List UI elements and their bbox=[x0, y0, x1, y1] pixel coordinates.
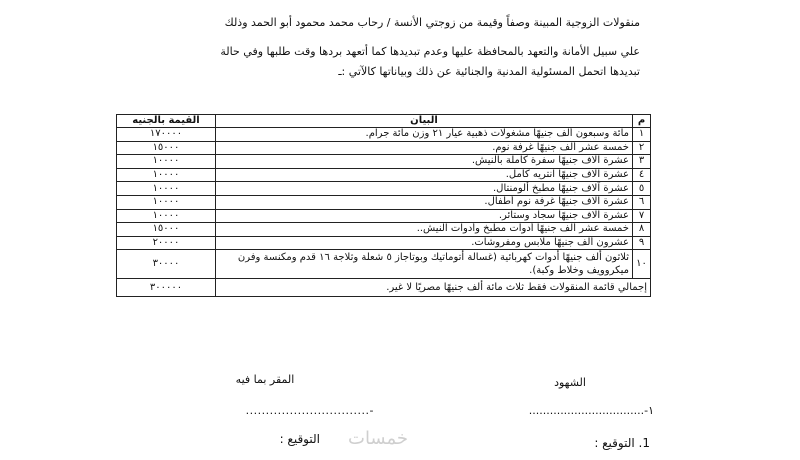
table-row bbox=[117, 250, 651, 279]
declarant-signature-line: -............................... bbox=[245, 404, 374, 417]
row-value: ٣٠٠٠٠ bbox=[117, 250, 216, 279]
table-row bbox=[117, 182, 651, 196]
row-num: ٢ bbox=[633, 141, 651, 155]
table-row bbox=[117, 128, 651, 142]
row-desc: عشرون ألف جنيهًا ملابس ومفروشات. bbox=[216, 236, 633, 250]
table-row bbox=[117, 209, 651, 223]
table-row bbox=[117, 236, 651, 250]
table-row bbox=[117, 155, 651, 169]
row-desc: عشرة آلاف جنيهًا انتريه كامل. bbox=[216, 168, 633, 182]
furniture-list-table bbox=[116, 114, 651, 297]
header-value: القيمة بالجنيه bbox=[117, 115, 216, 128]
table-row bbox=[117, 223, 651, 237]
row-value: ١٠٠٠٠ bbox=[117, 182, 216, 196]
row-value: ١٠٠٠٠ bbox=[117, 168, 216, 182]
table-header-row bbox=[117, 115, 651, 128]
row-num: ٦ bbox=[633, 195, 651, 209]
row-desc: مائة وسبعون ألف جنيهًا مشغولات ذهبية عيار ٢١ وزن مائة جرام. bbox=[216, 128, 633, 142]
witness-sign-label: 1. التوقيع : bbox=[594, 436, 650, 450]
row-num: ٥ bbox=[633, 182, 651, 196]
row-value: ٢٠٠٠٠ bbox=[117, 236, 216, 250]
intro-line-2: علي سبيل الأمانة والتعهد بالمحافظة عليها وعدم تبديدها كما أتعهد بردها وقت طلبها وفي حالة bbox=[220, 45, 640, 58]
row-desc: ثلاثون ألف جنيهًا أدوات كهربائية (غسالة أتوماتيك وبوتاجاز ٥ شعلة وثلاجة ١٦ قدم ومكنسة وفرن ميكروويف وخلاط وكبة). bbox=[216, 250, 633, 279]
row-num: ٨ bbox=[633, 223, 651, 237]
row-num: ٣ bbox=[633, 155, 651, 169]
header-num: م bbox=[633, 115, 651, 128]
row-value: ١٧٠٠٠٠ bbox=[117, 128, 216, 142]
row-value: ١٥٠٠٠ bbox=[117, 223, 216, 237]
row-desc: عشرة آلاف جنيهًا سجاد وستائر. bbox=[216, 209, 633, 223]
header-desc: البيان bbox=[216, 115, 633, 128]
table-row bbox=[117, 141, 651, 155]
row-num: ١ bbox=[633, 128, 651, 142]
row-value: ١٠٠٠٠ bbox=[117, 195, 216, 209]
declarant-heading: المقر بما فيه bbox=[235, 373, 295, 386]
row-desc: خمسة عشر ألف جنيهًا غرفة نوم. bbox=[216, 141, 633, 155]
row-num: ٤ bbox=[633, 168, 651, 182]
row-num: ٧ bbox=[633, 209, 651, 223]
declarant-sign-label: التوقيع : bbox=[279, 432, 320, 446]
cut-off-top-text bbox=[180, 0, 620, 2]
row-num: ١٠ bbox=[633, 250, 651, 279]
table-row bbox=[117, 168, 651, 182]
intro-line-1: منقولات الزوجية المبينة وصفاً وقيمة من زوجتي الأنسة / رحاب محمد محمود أبو الحمد وذلك bbox=[224, 16, 640, 29]
table-row bbox=[117, 195, 651, 209]
total-desc: إجمالي قائمة المنقولات فقط ثلاث مائة ألف جنيهًا مصريًا لا غير. bbox=[216, 279, 651, 297]
row-value: ١٥٠٠٠ bbox=[117, 141, 216, 155]
watermark-logo: خمسات bbox=[348, 428, 409, 449]
row-value: ١٠٠٠٠ bbox=[117, 209, 216, 223]
row-num: ٩ bbox=[633, 236, 651, 250]
row-desc: خمسة عشر ألف جنيهًا أدوات مطبخ وأدوات النيش.. bbox=[216, 223, 633, 237]
row-value: ١٠٠٠٠ bbox=[117, 155, 216, 169]
row-desc: عشرة آلاف جنيهًا مطبخ ألومنتال. bbox=[216, 182, 633, 196]
total-value: ٣٠٠٠٠٠ bbox=[117, 279, 216, 297]
intro-line-3: تبديدها اتحمل المسئولية المدنية والجنائية عن ذلك وبياناتها كالآتي :ـ bbox=[338, 65, 640, 78]
witness-signature-line: ١-................................. bbox=[528, 404, 654, 417]
row-desc: عشرة آلاف جنيهًا سفرة كاملة بالنيش. bbox=[216, 155, 633, 169]
witnesses-heading: الشهود bbox=[554, 376, 586, 389]
row-desc: عشرة آلاف جنيهًا غرفة نوم أطفال. bbox=[216, 195, 633, 209]
table-total-row bbox=[117, 279, 651, 297]
